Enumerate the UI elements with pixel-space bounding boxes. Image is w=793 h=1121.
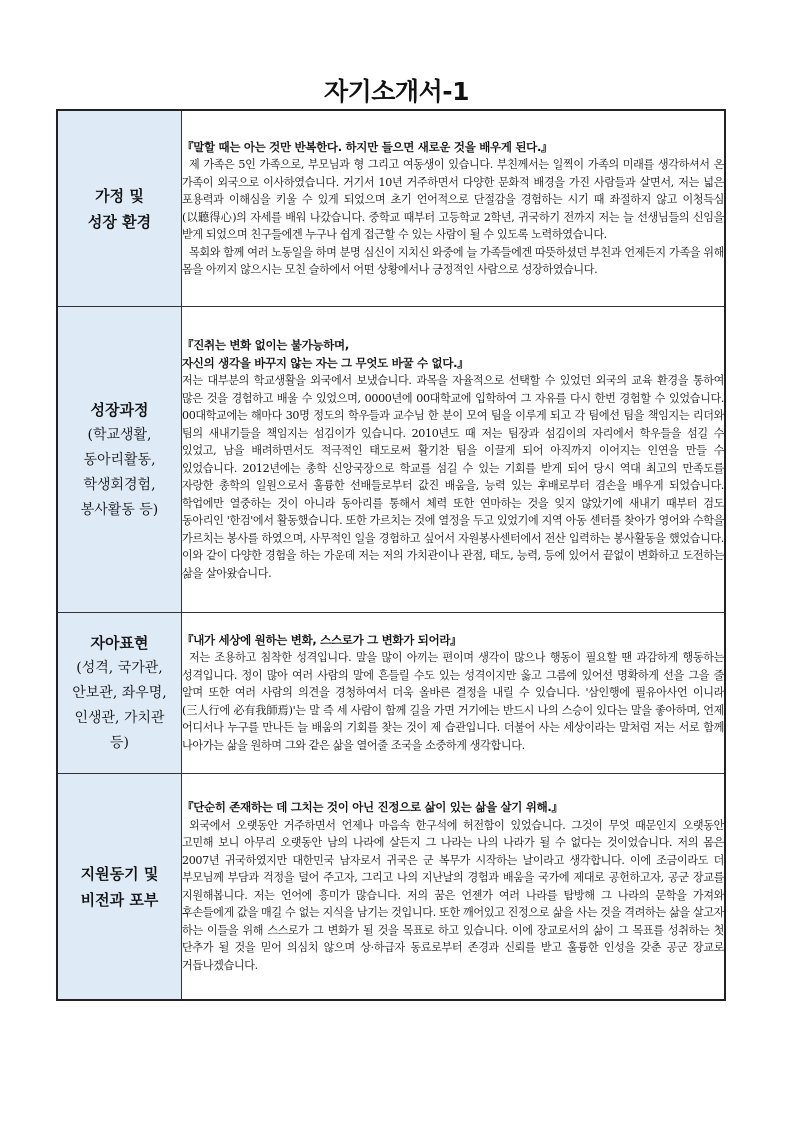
section-content-cell [182,613,726,774]
section-row [57,774,725,1001]
section-label-cell [57,110,182,307]
self-introduction-table [56,109,726,1001]
section-heading: 『단순히 존재하는 데 그치는 것이 아닌 진정으로 삶이 있는 삶을 살기 위해.』 [182,800,563,814]
section-label-cell [57,613,182,774]
document-title: 자기소개서-1 [323,77,470,106]
section-heading: 『내가 세상에 원하는 변화, 스스로가 그 변화가 되어라』 [182,632,462,647]
section-label-cell [57,774,182,1001]
section-paragraph: 제 가족은 5인 가족으로, 부모님과 형 그리고 여동생이 있습니다. 부친께서는 일찍이 가족의 미래를 생각하셔서 온 가족이 외국으로 이사하였습니다. 거기서 10년 거주하면서 다양한 문화적 배경을 가진 사람들과 살면서, 저는 넓은 포용력과 이해심을 키울 수 있게 되었으며 초기 언어적으로 단절감을 경험하는 시기 때 좌절하지 않고 이청득심(以聽得心)의 자세를 배워 나갔습니다. 중학교 때부터 고등학교 2학년, 귀국하기 전까지 저는 늘 선생님들의 신임을 받게 되었으며 친구들에겐 누구나 쉽게 접근할 수 있는 사람이 될 수 있도록 노력하였습니다. [182,158,724,241]
section-content-cell [182,774,726,1001]
section-label: 성장과정 [90,400,149,419]
section-label: 자아표현 [90,634,149,652]
section-heading: 『진취는 변화 없이는 불가능하며, 자신의 생각을 바꾸지 않는 자는 그 무엇도 바꿀 수 없다.』 [182,338,469,370]
section-sublabel: (성격, 국가관, 안보관, 좌우명, 인생관, 가치관 등) [72,660,167,751]
section-heading: 『말할 때는 아는 것만 반복한다. 하지만 들으면 새로운 것을 배우게 된다.』 [182,139,553,154]
section-content-cell [182,307,726,613]
section-row [57,307,725,613]
section-label [58,183,181,235]
section-paragraph: 목회와 함께 여러 노동일을 하며 분명 심신이 지치신 와중에 늘 가족들에겐 따뜻하셨던 부친과 언제든지 가족을 위해 몸을 아끼지 않으시는 모친 슬하에서 어떤 상황에서나 긍정적인 사람으로 성장하였습니다. [182,245,724,276]
section-label-text: 가정 및 성장 환경 [87,186,152,231]
section-label: 지원동기 및 비전과 포부 [80,864,159,909]
section-row [57,613,725,774]
section-paragraph: 저는 조용하고 침착한 성격입니다. 말을 많이 아끼는 편이며 생각이 많으나 행동이 필요할 땐 과감하게 행동하는 성격입니다. 정이 많아 여러 사람의 말에 흔들릴 수도 있는 성격이지만 옳고 그름에 있어선 명확하게 선을 그을 줄 알며 또한 여러 사람의 의견을 경청하여서 더욱 올바른 결정을 내릴 수 있습니다. '삼인행에 필유아사언 이니라(三人行에 必有我師焉)'는 말 즉 세 사람이 함께 길을 가면 거기에는 반드시 나의 스승이 있다는 말을 좋아하며, 언제 어디서나 누구를 만나든 늘 배움의 기회를 찾는 것이 제 습관입니다. 더불어 사는 세상이라는 말처럼 저는 서로 함께 나아가는 삶을 원하며 그와 같은 삶을 열어줄 조국을 소중하게 생각합니다. [182,651,724,752]
section-paragraph: 외국에서 오랫동안 거주하면서 언제나 마음속 한구석에 허전함이 있었습니다. 그것이 무엇 때문인지 오랫동안 고민해 보니 아무리 오랫동안 남의 나라에 살든지 그 나라는 나의 나라가 될 수 없다는 것이었습니다. 저의 몸은 2007년 귀국하였지만 대한민국 남자로서 귀국은 군 복무가 시작하는 날이라고 생각합니다. 이에 조금이라도 더 부모님께 부담과 걱정을 덜어 주고자, 그리고 나의 지난날의 경험과 배움을 국가에 제대로 공헌하고자, 공군 장교를 지원해봅니다. 저는 언어에 흥미가 많습니다. 저의 꿈은 언젠가 여러 나라를 탐방해 그 나라의 문학을 가져와 후손들에게 값을 매길 수 없는 지식을 남기는 것입니다. 또한 깨어있고 진정으로 삶을 사는 것을 격려하는 삶을 살고자 하는 이들을 위해 스스로가 그 변화가 될 것을 목표로 하고 있습니다. 이에 장교로서의 삶이 그 목표를 성취하는 첫 단추가 될 것을 믿어 의심치 않으며 상·하급자 동료로부터 존경과 신뢰를 받고 훌륭한 인성을 갖춘 공군 장교로 거듭나겠습니다. [182,818,724,972]
section-paragraph: 저는 대부분의 학교생활을 외국에서 보냈습니다. 과목을 자율적으로 선택할 수 있었던 외국의 교육 환경을 통하여 많은 것을 경험하고 배울 수 있었으며, 0000년에 00대학교에 입학하여 그 자유를 다시 한번 경험할 수 있었습니다. 00대학교에는 해마다 30명 정도의 학우들과 교수님 한 분이 모여 팀을 이루게 되고 각 팀에선 팀을 책임지는 리더와 팀의 새내기들을 책임지는 섬김이가 있습니다. 2010년도 때 저는 팀장과 섬김이의 자리에서 학우들을 섬길 수 있었고, 남을 배려하면서도 적극적인 태도로써 활기찬 팀을 이끌게 되어 아직까지 이어지는 인연을 만들 수 있었습니다. 2012년에는 총학 신앙국장으로 학교를 섬길 수 있는 기회를 받게 되어 당시 역대 최고의 만족도를 자랑한 총학의 일원으로서 훌륭한 선배들로부터 값진 배움을, 능력 있는 후배로부터 겸손을 배우게 되었습니다. 학업에만 열중하는 것이 아니라 동아리를 통해서 체력 또한 연마하는 것을 잊지 않았기에 새내기 때부터 검도 동아리인 '한검'에서 활동했습니다. 또한 가르치는 것에 열정을 두고 있었기에 지역 아동 센터를 찾아가 영어와 수학을 가르치는 봉사를 하였으며, 사무적인 일을 경험하고 싶어서 자원봉사센터에서 전산 입력하는 봉사활동을 했었습니다. 이와 같이 다양한 경험을 하는 가운데 저는 저의 가치관이나 관점, 태도, 능력, 등에 있어서 끝없이 변화하고 도전하는 삶을 살아왔습니다. [182,374,724,580]
section-content-cell [182,110,726,307]
section-sublabel: (학교생활, 동아리활동, 학생회경험, 봉사활동 등) [80,426,159,518]
section-row [57,110,725,307]
section-label-cell [57,307,182,613]
